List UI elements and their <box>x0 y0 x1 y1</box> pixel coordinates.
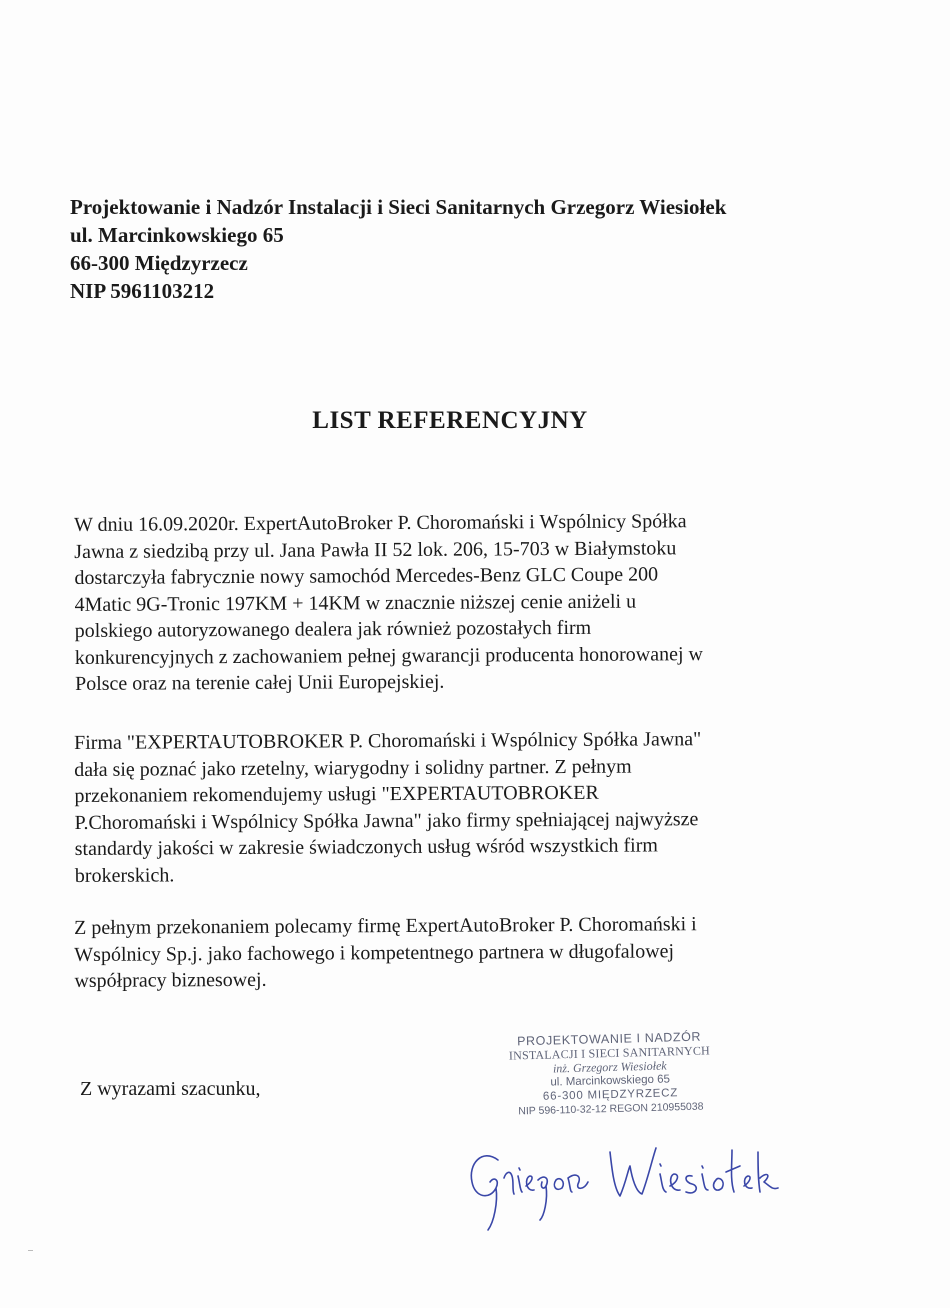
paragraph-line: konkurencyjnych z zachowaniem pełnej gwarancji producenta honorowanej w <box>74 642 704 669</box>
stamp-line: inż. Grzegorz Wiesiołek <box>552 1058 667 1076</box>
paragraph-line: dała się poznać jako rzetelny, wiarygodny i solidny partner. Z pełnym <box>74 755 632 781</box>
scan-mark <box>28 1250 33 1251</box>
stamp-line: PROJEKTOWANIE I NADZÓR <box>516 1029 702 1049</box>
stamp-line: NIP 596-110-32-12 REGON 210955038 <box>518 1100 704 1118</box>
paragraph-line: 4Matic 9G-Tronic 197KM + 14KM w znacznie niższej cenie aniżeli u <box>74 590 637 616</box>
paragraph-line: brokerskich. <box>74 863 175 887</box>
paragraph-line: W dniu 16.09.2020r. ExpertAutoBroker P. Choromański i Wspólnicy Spółka <box>74 510 687 536</box>
paragraph-line: polskiego autoryzowanego dealera jak również pozostałych firm <box>74 616 592 642</box>
stamp-line: 66-300 MIĘDZYRZECZ <box>542 1087 679 1103</box>
document-title: LIST REFERENCYJNY <box>312 407 588 434</box>
sender-block <box>70 193 870 305</box>
paragraph-2 <box>74 725 855 889</box>
paragraph-line: Firma "EXPERTAUTOBROKER P. Choromański i Wspólnicy Spółka Jawna" <box>74 728 702 754</box>
paragraph-line: współpracy biznesowej. <box>74 968 267 992</box>
company-stamp <box>479 1029 741 1120</box>
paragraph-line: Polsce oraz na terenie całej Unii Europejskiej. <box>74 670 445 695</box>
paragraph-line: standardy jakości w zakresie świadczonych usług wśród wszystkich firm <box>74 834 658 860</box>
stamp-line: INSTALACJI I SIECI SANITARNYCH <box>508 1043 711 1063</box>
paragraph-line: dostarczyła fabrycznie nowy samochód Mercedes-Benz GLC Coupe 200 <box>74 563 659 589</box>
paragraph-line: P.Choromański i Wspólnicy Spółka Jawna" jako firmy spełniającej najwyższe <box>74 807 699 834</box>
paragraph-line: Z pełnym przekonaniem polecamy firmę ExpertAutoBroker P. Choromański i <box>74 913 697 939</box>
handwritten-signature <box>460 1130 780 1240</box>
paragraph-line: przekonaniem rekomendujemy usługi "EXPERTAUTOBROKER <box>74 781 599 807</box>
sender-street: ul. Marcinkowskiego 65 <box>70 223 284 247</box>
closing-salutation: Z wyrazami szacunku, <box>80 1078 261 1100</box>
sender-nip: NIP 5961103212 <box>70 279 215 303</box>
paragraph-line: Wspólnicy Sp.j. jako fachowego i kompetentnego partnera w długofalowej <box>74 939 675 966</box>
sender-company: Projektowanie i Nadzór Instalacji i Sieci Sanitarnych Grzegorz Wiesiołek <box>70 195 727 219</box>
sender-city: 66-300 Międzyrzecz <box>70 251 248 275</box>
paragraph-1 <box>74 507 855 697</box>
paragraph-3 <box>74 910 854 994</box>
paragraph-line: Jawna z siedzibą przy ul. Jana Pawła II 52 lok. 206, 15-703 w Białymstoku <box>74 536 677 563</box>
stamp-line: ul. Marcinkowskiego 65 <box>550 1073 671 1089</box>
